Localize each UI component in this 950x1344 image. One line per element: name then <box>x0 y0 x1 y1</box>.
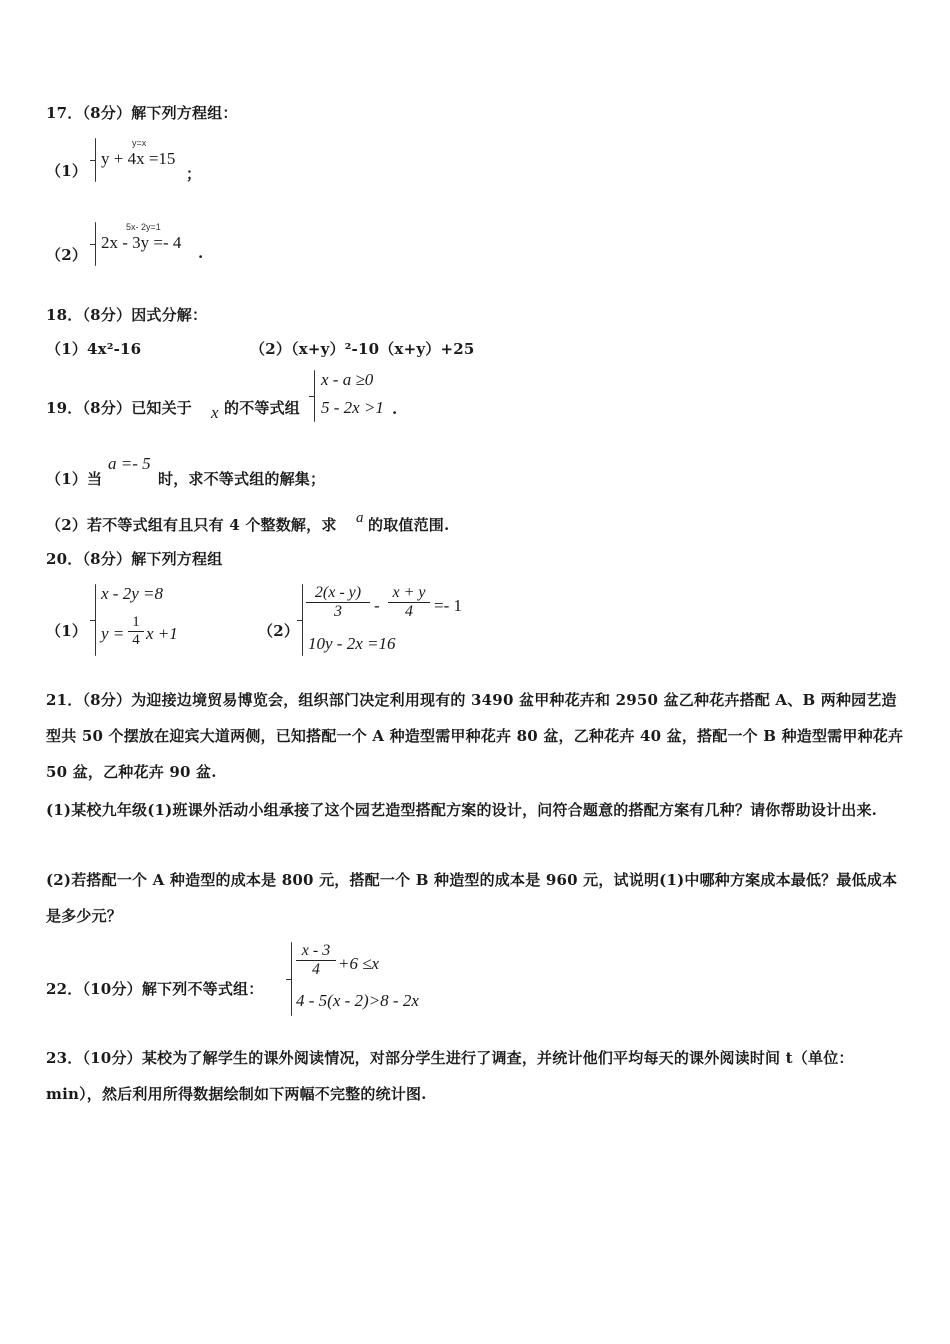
q19-title-end: 的不等式组 <box>224 399 301 417</box>
q20-part2-fraction1-den: 3 <box>334 603 342 620</box>
q20-part2-label: （2） <box>258 622 300 640</box>
q17-part2-end: . <box>198 244 204 262</box>
q22-brace <box>291 942 292 1016</box>
q19-dot: . <box>392 400 398 418</box>
q20-part1-eq2-lhs: y = <box>101 624 125 643</box>
q20-part1-eq2-rhs: x +1 <box>146 624 178 643</box>
q22-fraction <box>296 942 336 979</box>
q22-ineq1-rhs: +6 ≤x <box>338 954 380 973</box>
q19-part1-condition: a =- 5 <box>108 454 151 473</box>
q19-part1-b: 时，求不等式组的解集； <box>158 470 326 488</box>
q22-fraction-den: 4 <box>312 961 320 978</box>
q20-part2-minus: - <box>374 596 380 615</box>
q22-title: 22．（10分）解下列不等式组： <box>46 980 264 998</box>
q20-part2-rhs: =- 1 <box>434 596 462 615</box>
q19-part2-b: 的取值范围. <box>368 516 450 534</box>
q19-var-x: x <box>211 403 219 422</box>
q19-ineq2: 5 - 2x >1 <box>321 398 384 417</box>
q20-part2-fraction2-num: x + y <box>388 584 430 603</box>
q23-text: 23．（10分）某校为了解学生的课外阅读情况，对部分学生进行了调查，并统计他们平均每天的课外阅读时间 t（单位：min），然后利用所得数据绘制如下两幅不完整的统计图. <box>46 1049 854 1103</box>
q18-part1: （1）4x²-16 <box>46 340 142 358</box>
q20-part1-brace <box>95 584 96 656</box>
q17-part2-brace <box>95 222 96 266</box>
q18-title: 18．（8分）因式分解： <box>46 306 208 324</box>
q21-sub1: (1)某校九年级(1)班课外活动小组承接了这个园艺造型搭配方案的设计，问符合题意的搭配方案有几种？请你帮助设计出来. <box>46 801 878 819</box>
q22-ineq2: 4 - 5(x - 2)>8 - 2x <box>296 991 419 1010</box>
q20-part2-eq2: 10y - 2x =16 <box>308 634 396 653</box>
q22-fraction-num: x - 3 <box>296 942 336 961</box>
q17-part1-brace <box>95 138 96 182</box>
q19-part2-var: a <box>356 510 364 526</box>
q19-ineq1: x - a ≥0 <box>321 370 374 389</box>
q20-part2-fraction1-num: 2(x - y) <box>306 584 370 603</box>
q20-part1-fraction-den: 4 <box>132 632 140 648</box>
q20-part2-fraction2-den: 4 <box>405 603 413 620</box>
q17-part1-end: ； <box>186 165 202 183</box>
q20-part2-fraction2 <box>388 584 430 621</box>
q20-part1-fraction <box>128 614 144 649</box>
q19-brace <box>314 370 315 422</box>
q17-part2-eq: 2x - 3y =- 4 <box>101 233 182 252</box>
q17-title: 17．（8分）解下列方程组： <box>46 104 238 122</box>
q17-part2-label: （2） <box>46 246 88 264</box>
q18-part2: （2）（x+y）²-10（x+y）+25 <box>250 340 475 358</box>
q20-part1-label: （1） <box>46 622 88 640</box>
q17-part2-small-eq: 5x- 2y=1 <box>126 222 161 232</box>
q17-part1-eq: y + 4x =15 <box>101 149 176 168</box>
q19-title: 19．（8分）已知关于 <box>46 399 193 417</box>
q20-title: 20．（8分）解下列方程组 <box>46 550 223 568</box>
q17-part1-label: （1） <box>46 162 88 180</box>
q19-part2-a: （2）若不等式组有且只有 4 个整数解，求 <box>46 516 337 534</box>
q21-sub2: (2)若搭配一个 A 种造型的成本是 800 元，搭配一个 B 种造型的成本是 960 元，试说明(1)中哪种方案成本最低？最低成本是多少元？ <box>46 871 898 925</box>
q20-part2-brace <box>302 584 303 656</box>
q19-part1-a: （1）当 <box>46 470 103 488</box>
q20-part1-eq1: x - 2y =8 <box>101 584 163 603</box>
q20-part2-fraction1 <box>306 584 370 621</box>
q21-text: 21．（8分）为迎接边境贸易博览会，组织部门决定利用现有的 3490 盆甲种花卉和 2950 盆乙种花卉搭配 A、B 两种园艺造型共 50 个摆放在迎宾大道两侧，已知搭配一个 A 种造型需甲种花卉 80 盆，乙种花卉 40 盆，搭配一个 B 种造型需甲种花卉 50 盆，乙种花卉 90 盆. <box>46 691 904 781</box>
q20-part1-fraction-num: 1 <box>128 614 144 632</box>
q17-part1-small-eq: y=x <box>132 138 147 148</box>
